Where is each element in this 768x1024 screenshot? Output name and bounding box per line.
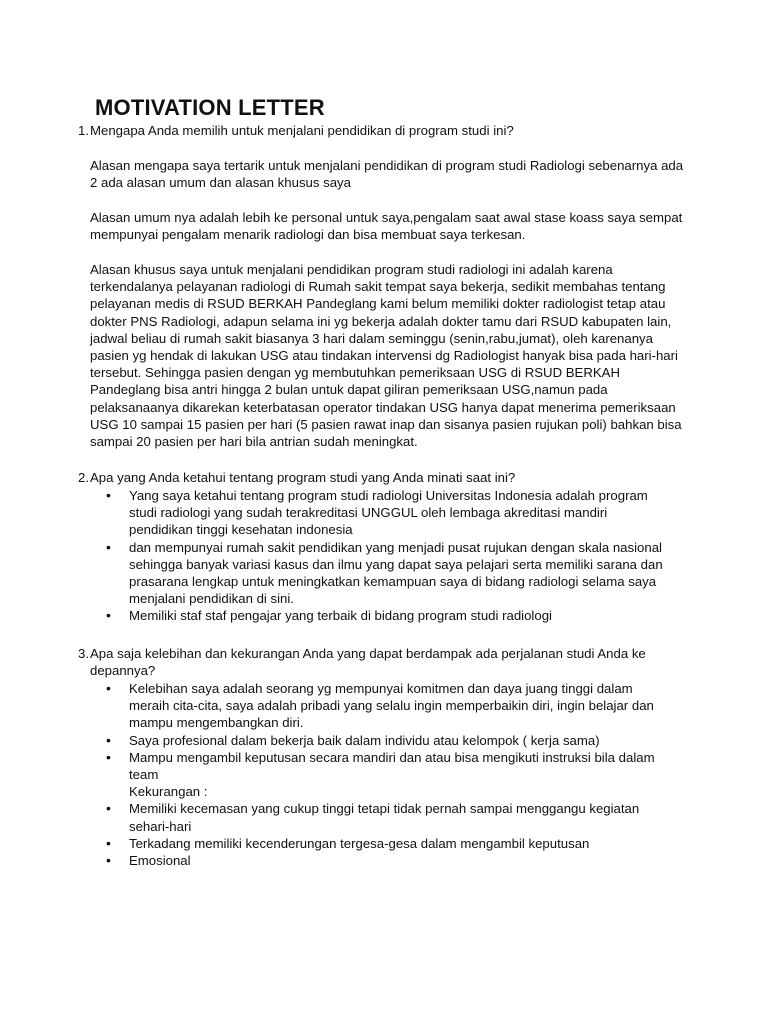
list-item: • Mampu mengambil keputusan secara mandiri dan atau bisa mengikuti instruksi bila dalam team — [104, 749, 664, 783]
list-item: • Yang saya ketahui tentang program studi radiologi Universitas Indonesia adalah program studi radiologi yang sudah terakreditasi UNGGUL oleh lembaga akreditasi mandiri pendidikan tinggi kesehatan indonesia — [104, 487, 664, 539]
list-item: • Saya profesional dalam bekerja baik dalam individu atau kelompok ( kerja sama) — [104, 732, 664, 749]
answer-3-list — [104, 680, 664, 869]
question-3-number: 3. — [78, 646, 89, 661]
question-1 — [67, 122, 707, 139]
kekurangan-heading: Kekurangan : — [129, 784, 208, 800]
answer-1-paragraph-1: Alasan mengapa saya tertarik untuk menjalani pendidikan di program studi Radiologi sebenarnya ada 2 ada alasan umum dan alasan khusus saya — [90, 158, 684, 191]
answer-2-list — [104, 487, 664, 625]
list-item: • Memiliki staf staf pengajar yang terbaik di bidang program studi radiologi — [104, 607, 664, 624]
list-item: • Memiliki kecemasan yang cukup tinggi tetapi tidak pernah sampai menggangu kegiatan sehari-hari — [104, 800, 664, 834]
list-item: • Kelebihan saya adalah seorang yg mempunyai komitmen dan daya juang tinggi dalam meraih cita-cita, saya adalah pribadi yang selalu ingin memperbaikin diri, ingin belajar dan mampu mengembangkan diri. — [104, 680, 664, 732]
question-3 — [67, 645, 707, 679]
answer-1-paragraph-2: Alasan umum nya adalah lebih ke personal untuk saya,pengalam saat awal stase koass saya sempat mempunyai pengalam menarik radiologi dan bisa membuat saya terkesan. — [90, 210, 683, 243]
document-title: MOTIVATION LETTER — [95, 95, 325, 120]
question-1-text: Mengapa Anda memilih untuk menjalani pendidikan di program studi ini? — [90, 123, 514, 138]
answer-1-paragraph-3: Alasan khusus saya untuk menjalani pendidikan program studi radiologi ini adalah karena terkendalanya pelayanan radiologi di Rumah sakit tempat saya bekerja, sedikit membahas tentang pelayanan medis di RSUD BERKAH Pandeglang kami belum memiliki dokter radiologist tetap atau dokter PNS Radiologi, adapun selama ini yg bekerja adalah dokter tamu dari RSUD kabupaten lain, jadwal beliau di rumah sakit biasanya 3 hari dalam seminggu (senin,rabu,jumat), oleh karenanya pasien yg hendak di lakukan USG atau tindakan intervensi dg Radiologist hanyak bisa pada hari-hari tersebut. Sehingga pasien dengan yg membutuhkan pemeriksaan USG di RSUD BERKAH Pandeglang bisa antri hingga 2 bulan untuk dapat giliran pemeriksaan USG,namun pada pelaksanaanya dikarekan keterbatasan operator tindakan USG hanya dapat menerima pemeriksaan USG 10 sampai 15 pasien per hari (5 pasien rawat inap dan sisanya pasien rujukan poli) bahkan bisa sampai 20 pasien per hari bila antrian sudah meningkat. — [90, 262, 682, 450]
question-3-text: Apa saja kelebihan dan kekurangan Anda yang dapat berdampak ada perjalanan studi Anda ke depannya? — [90, 646, 646, 678]
question-2-text: Apa yang Anda ketahui tentang program studi yang Anda minati saat ini? — [90, 470, 516, 485]
question-1-number: 1. — [78, 123, 89, 138]
question-2 — [67, 469, 707, 486]
list-item: • Emosional — [104, 852, 664, 869]
list-item: • dan mempunyai rumah sakit pendidikan yang menjadi pusat rujukan dengan skala nasional sehingga banyak variasi kasus dan ilmu yang dapat saya pelajari serta memiliki sarana dan prasarana lengkap untuk meningkatkan kemampuan saya di bidang radiologi selama saya menjalani pendidikan di sini. — [104, 539, 664, 608]
list-item: • Terkadang memiliki kecenderungan tergesa-gesa dalam mengambil keputusan — [104, 835, 664, 852]
question-2-number: 2. — [78, 470, 89, 485]
